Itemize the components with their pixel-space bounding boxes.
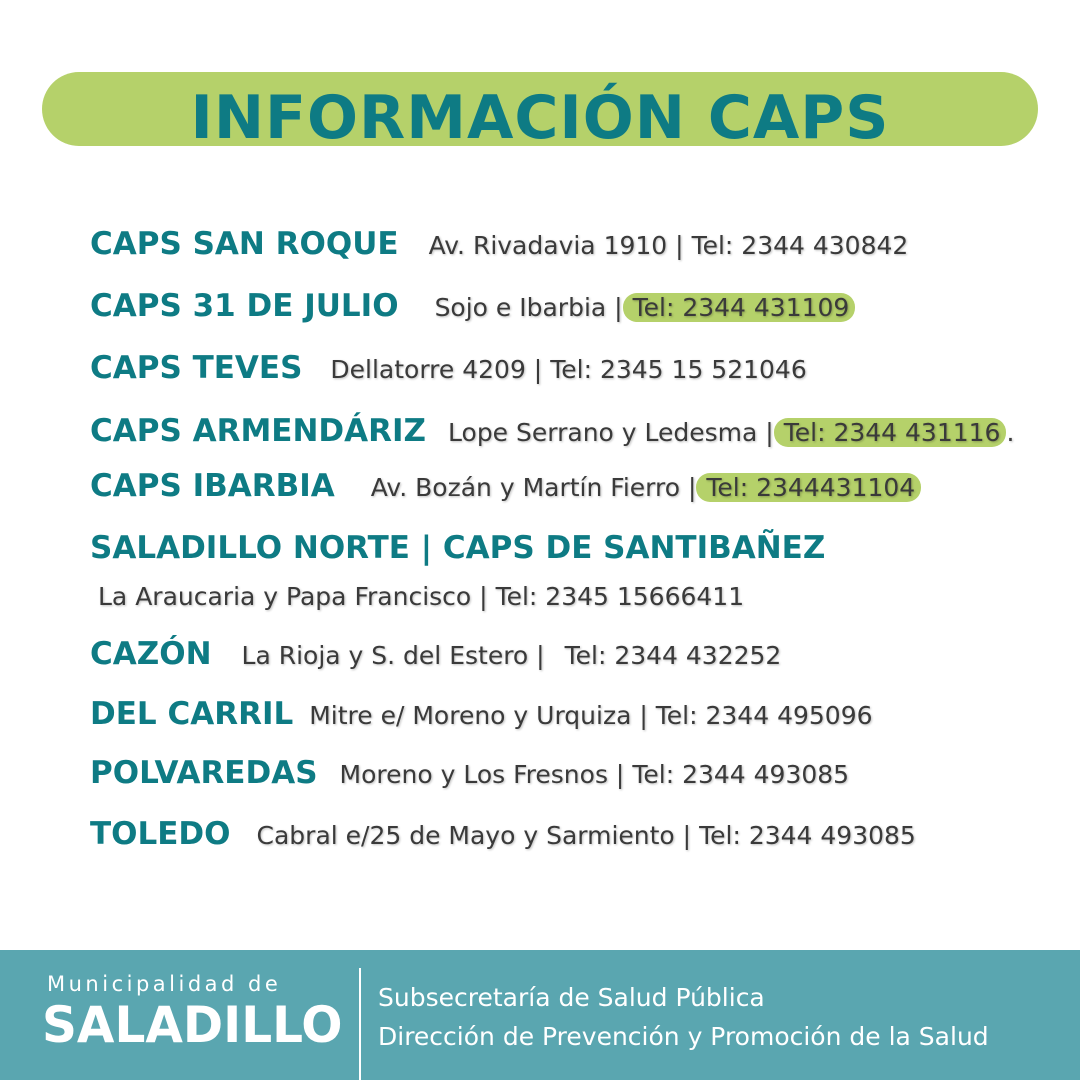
footer-divider [359,968,361,1080]
list-item [90,696,873,732]
caps-phone: Tel: 2344 432252 [564,641,782,670]
caps-address: Mitre e/ Moreno y Urquiza | [309,701,648,730]
list-item-heading [90,530,825,566]
caps-phone-highlighted: Tel: 2344 431109 [623,293,856,322]
list-item [90,226,908,262]
list-item [90,816,916,852]
caps-address: Av. Rivadavia 1910 | [428,231,684,260]
municipality-label: Municipalidad de [47,972,282,996]
caps-address: Moreno y Los Fresnos | [339,760,625,789]
caps-name: CAPS IBARBIA [90,468,335,504]
caps-address: Dellatorre 4209 | [330,355,543,384]
caps-phone: Tel: 2344 493085 [699,821,916,850]
caps-address: Sojo e Ibarbia | [434,293,623,322]
list-item [90,468,921,504]
page-title: INFORMACIÓN CAPS [190,83,890,153]
title-banner [42,72,1038,153]
list-item [90,755,849,791]
caps-address: La Araucaria y Papa Francisco | [98,582,488,611]
list-item-detail [98,582,744,611]
caps-phone: Tel: 2345 15666411 [495,582,745,611]
footer-direction: Dirección de Prevención y Promoción de la Salud [378,1022,989,1051]
caps-name: CAPS SAN ROQUE [90,226,399,262]
trailing-period: . [1006,418,1015,447]
caps-phone: Tel: 2345 15 521046 [550,355,807,384]
caps-address: Cabral e/25 de Mayo y Sarmiento | [256,821,692,850]
caps-address: La Rioja y S. del Estero | [241,641,545,670]
caps-phone: Tel: 2344 495096 [655,701,873,730]
list-item [90,413,1014,449]
caps-name: CAZÓN [90,636,212,672]
caps-name: CAPS 31 DE JULIO [90,288,399,324]
municipality-logo-text: SALADILLO [42,996,343,1054]
caps-phone-highlighted: Tel: 2344 431116 [774,418,1007,447]
caps-name: CAPS ARMENDÁRIZ [90,413,427,449]
caps-name: POLVAREDAS [90,755,318,791]
caps-phone: Tel: 2344 493085 [632,760,850,789]
caps-address: Av. Bozán y Martín Fierro | [370,473,697,502]
list-item [90,636,781,672]
footer-department: Subsecretaría de Salud Pública [378,983,765,1012]
caps-name: TOLEDO [90,816,231,852]
caps-name: DEL CARRIL [90,696,294,732]
caps-name: SALADILLO NORTE | CAPS DE SANTIBAÑEZ [90,530,826,566]
caps-phone: Tel: 2344 430842 [691,231,909,260]
caps-phone-highlighted: Tel: 2344431104 [696,473,921,502]
caps-address: Lope Serrano y Ledesma | [448,418,774,447]
list-item [90,350,807,386]
caps-name: CAPS TEVES [90,350,303,386]
list-item [90,288,855,324]
